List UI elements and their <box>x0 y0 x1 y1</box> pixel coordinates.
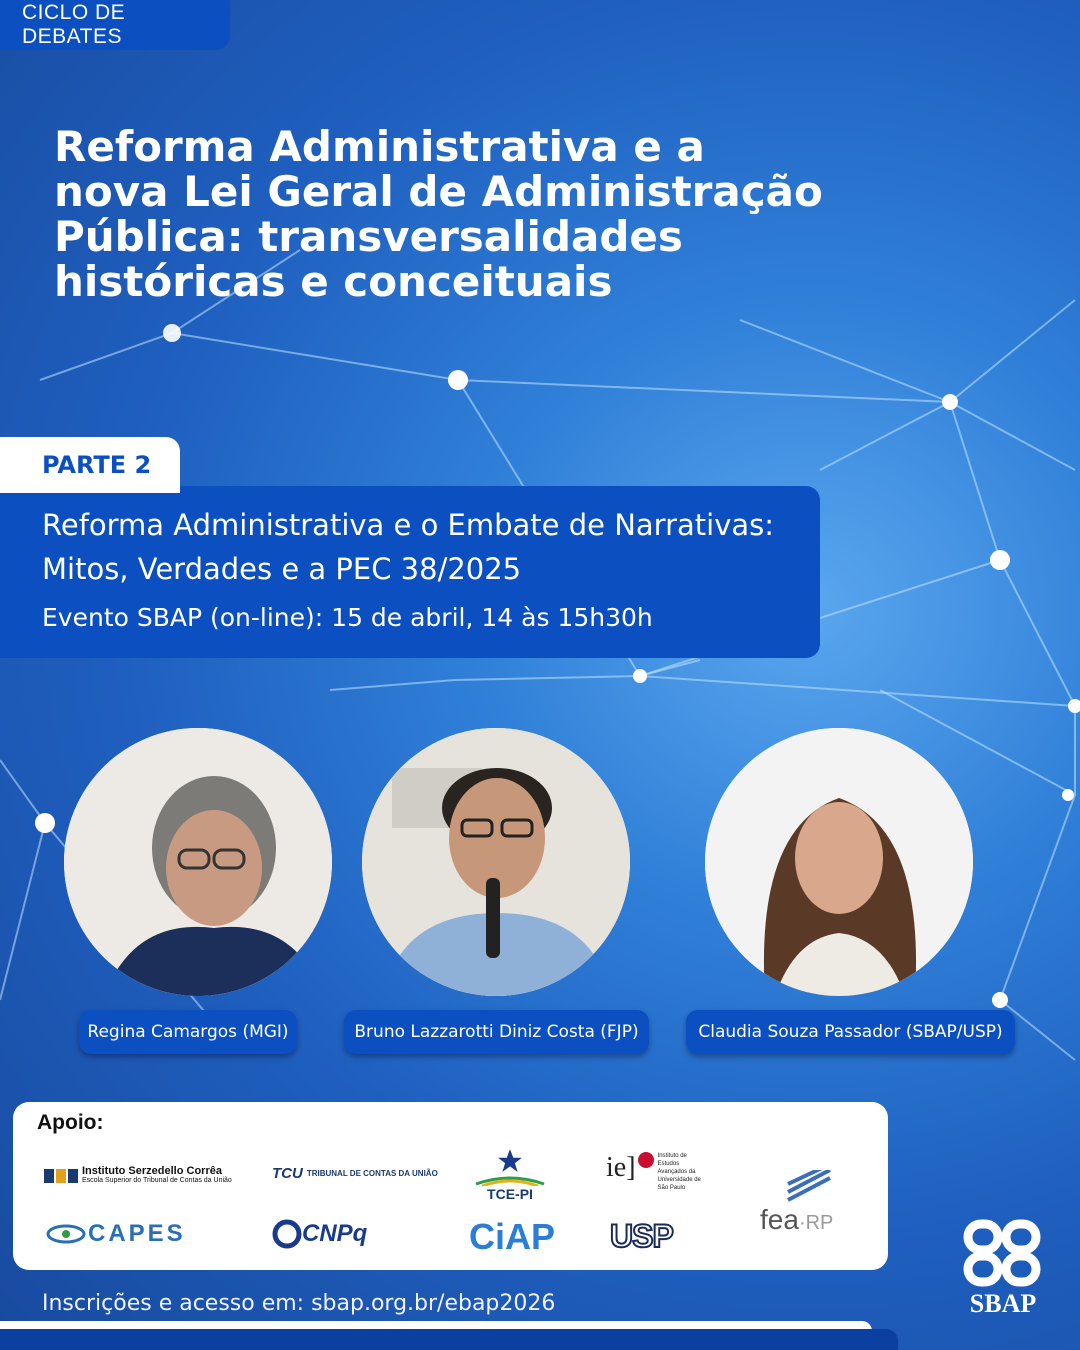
iea-a-icon <box>638 1152 654 1168</box>
tcu-logo <box>272 1165 438 1182</box>
cnpq-text: CNPq <box>302 1220 368 1247</box>
isc-sub: Escola Superior do Tribunal de Contas da União <box>82 1177 232 1184</box>
tcu-text: TRIBUNAL DE CONTAS DA UNIÃO <box>306 1169 438 1178</box>
isc-mark-icon <box>44 1166 78 1186</box>
capes-text: CAPES <box>88 1220 186 1247</box>
sbap-text: SBAP <box>969 1289 1037 1318</box>
usp-logo <box>610 1218 673 1255</box>
title-line-2: nova Lei Geral de Administração <box>54 167 823 216</box>
iea-mark: ie] <box>606 1152 636 1183</box>
registration-info: Inscrições e acesso em: sbap.org.br/ebap2026 <box>42 1291 556 1316</box>
main-title <box>54 124 854 304</box>
iea-text: Instituto de Estudos Avançados da Universidade de São Paulo <box>657 1153 701 1191</box>
capes-logo <box>46 1220 186 1248</box>
fea-text: fea <box>760 1204 799 1235</box>
title-line-1: Reforma Administrativa e a <box>54 122 705 171</box>
tcepi-text: TCE-PI <box>487 1186 533 1202</box>
part-subtitle-line-2: Mitos, Verdades e a PEC 38/2025 <box>42 552 522 586</box>
isc-logo <box>44 1166 232 1186</box>
event-info: Evento SBAP (on-line): 15 de abril, 14 às 15h30h <box>42 603 653 632</box>
capes-eye-icon <box>46 1222 86 1246</box>
part-subtitle-line-1: Reforma Administrativa e o Embate de Narrativas: <box>42 508 775 542</box>
speaker-name-regina: Regina Camargos (MGI) <box>79 1010 297 1054</box>
sbap-logo <box>958 1218 1048 1328</box>
fea-rp-logo <box>760 1170 834 1236</box>
tcepi-logo <box>470 1148 550 1202</box>
support-label: Apoio: <box>37 1111 104 1134</box>
usp-text: USP <box>610 1218 673 1254</box>
ciap-logo <box>466 1216 558 1258</box>
ciclo-de-debates-tag: CICLO DE DEBATES <box>0 0 230 50</box>
speaker-name-claudia: Claudia Souza Passador (SBAP/USP) <box>686 1010 1015 1054</box>
star-icon <box>497 1148 523 1174</box>
sbap-mark-icon <box>958 1218 1048 1288</box>
isc-name: Instituto Serzedello Corrêa <box>82 1165 222 1177</box>
iea-logo <box>606 1152 710 1192</box>
fea-rp-text: ·RP <box>798 1212 834 1234</box>
part-subtitle <box>42 503 802 591</box>
speaker-name-bruno: Bruno Lazzarotti Diniz Costa (FJP) <box>344 1010 649 1054</box>
part-label: PARTE 2 <box>0 437 180 493</box>
ciap-text: CiAP <box>468 1216 555 1257</box>
cnpq-logo <box>272 1219 367 1249</box>
cnpq-mark-icon <box>272 1219 302 1249</box>
speaker-photo-claudia <box>705 728 973 996</box>
speaker-photo-regina <box>64 728 332 996</box>
footer-bar <box>0 1329 898 1350</box>
title-line-3: Pública: transversalidades <box>54 212 683 261</box>
tcepi-arcs-icon <box>472 1174 548 1186</box>
tcu-mark: TCU <box>272 1165 303 1182</box>
title-line-4: históricas e conceituais <box>54 257 613 306</box>
fea-waves-icon <box>786 1170 834 1204</box>
speaker-photo-bruno <box>362 728 630 996</box>
